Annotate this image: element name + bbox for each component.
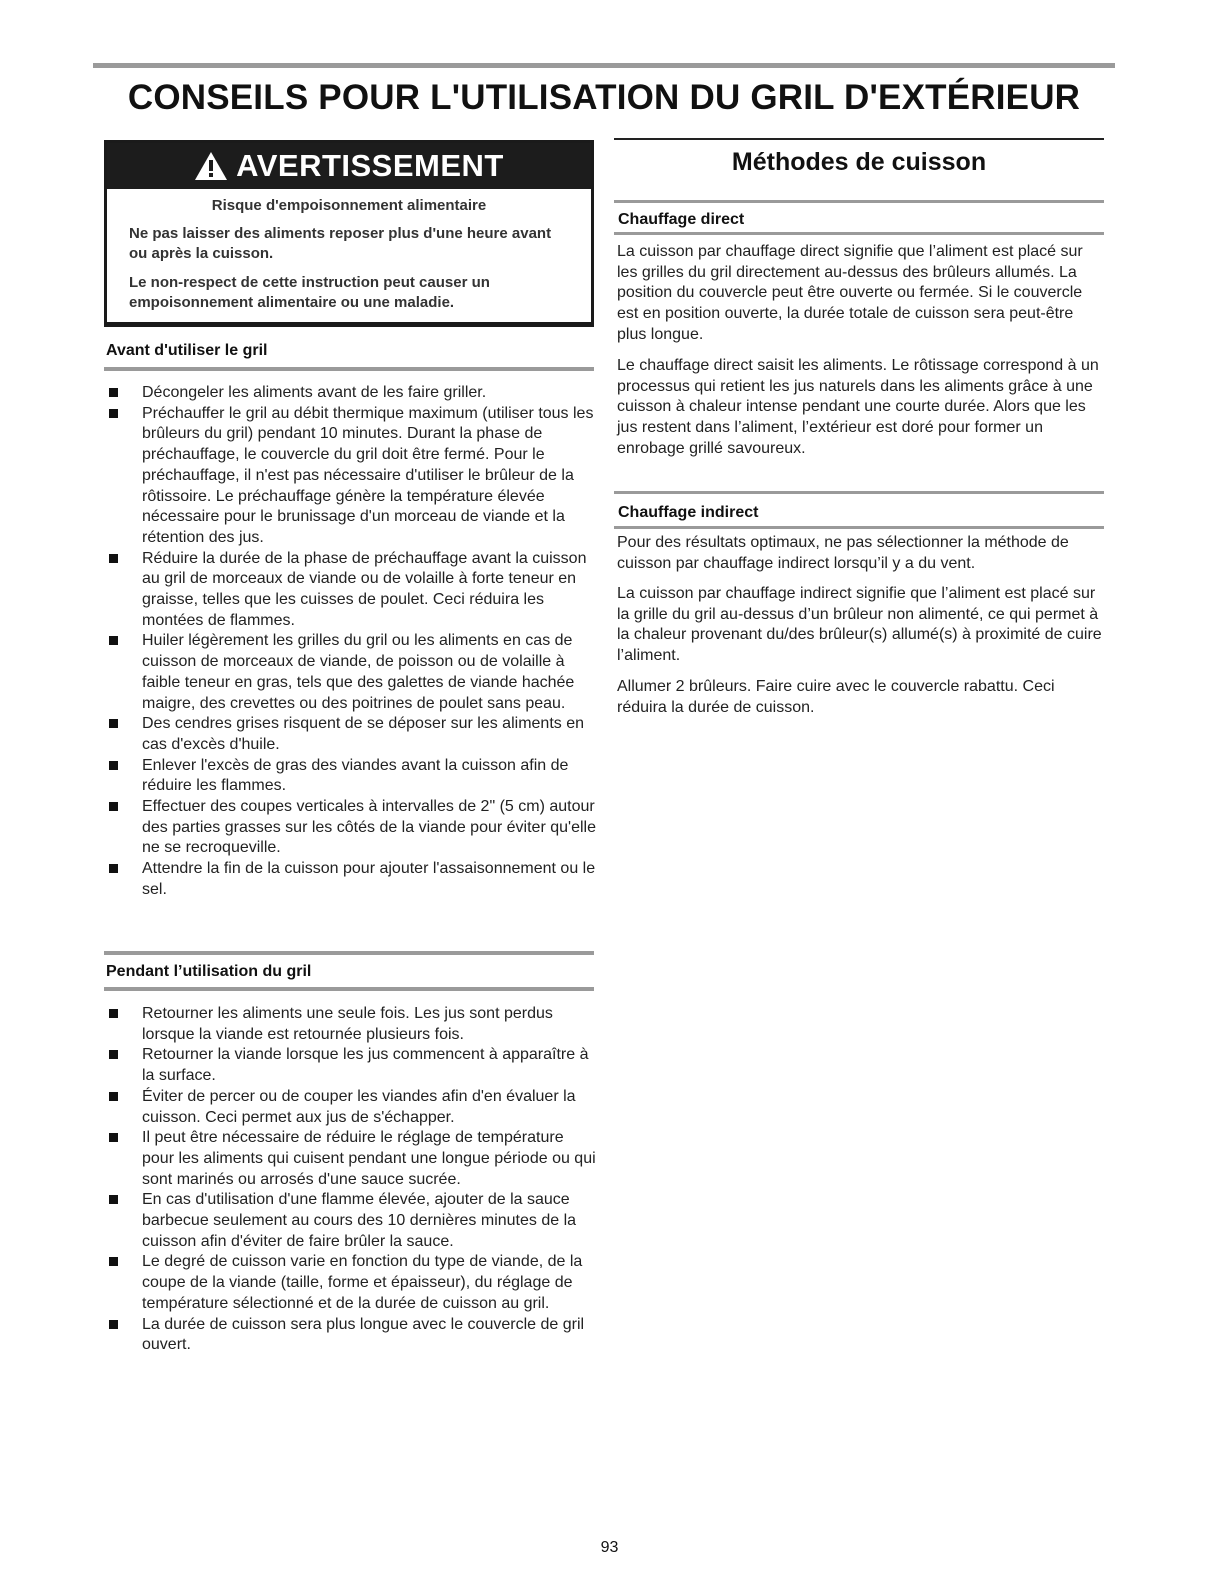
bullet-square-icon [109,388,118,397]
direct-paragraph-1: La cuisson par chauffage direct signifie que l’aliment est placé sur les grilles du gril directement au-dessus des brûleurs allumés. La position du couvercle peut être ouverte ou fermée. Si le couvercle est en position ouverte, la durée totale de cuisson sera peut-être plus longue. [617,243,1083,343]
bullet-square-icon [109,1092,118,1101]
list-item: Huiler légèrement les grilles du gril ou les aliments en cas de cuisson de morceaux de viande, de poisson ou de volaille à faible teneur en gras, tels que des galettes de viande hachée maigre, des crevettes ou des poitrines de poulet sans peau. [104,631,599,714]
list-item: La durée de cuisson sera plus longue avec le couvercle de gril ouvert. [104,1315,599,1356]
during-list [104,1004,599,1356]
page-number: 93 [600,1539,619,1556]
list-item: Retourner les aliments une seule fois. Les jus sont perdus lorsque la viande est retournée plusieurs fois. [104,1004,599,1045]
bullet-square-icon [109,554,118,563]
indirect-paragraph-3: Allumer 2 brûleurs. Faire cuire avec le couvercle rabattu. Ceci réduira la durée de cuisson. [617,678,1055,716]
top-rule [93,63,1115,68]
bullet-square-icon [109,1050,118,1059]
indirect-heading-label: Chauffage indirect [618,504,759,521]
list-item: Retourner la viande lorsque les jus commencent à apparaître à la surface. [104,1045,599,1086]
bullet-square-icon [109,1009,118,1018]
direct-heading-label: Chauffage direct [618,211,745,228]
methods-title: Méthodes de cuisson [731,148,987,176]
list-item: Réduire la durée de la phase de préchauffage avant la cuisson au gril de morceaux de viande ou de volaille à forte teneur en graisse, telles que les cuisses de poulet. Ceci réduira les montées de flammes. [104,549,599,632]
warning-header [107,143,591,189]
bullet-square-icon [109,1257,118,1266]
list-item: Préchauffer le gril au débit thermique maximum (utiliser tous les brûleurs du gril) pendant 10 minutes. Durant la phase de préchauffage, le couvercle du gril doit être fermé. Pour le préchauffage, il n'est pas nécessaire d'utiliser le brûleur de la rôtissoire. Le préchauffage génère la température élevée nécessaire pour le brunissage d'un morceau de viande et la rétention des jus. [104,404,599,549]
before-list [104,383,599,901]
bullet-square-icon [109,409,118,418]
list-item: Attendre la fin de la cuisson pour ajouter l'assaisonnement ou le sel. [104,859,599,900]
direct-heading [614,200,1104,235]
bullet-square-icon [109,719,118,728]
bullet-square-icon [109,1320,118,1329]
list-item: Éviter de percer ou de couper les viandes afin d'en évaluer la cuisson. Ceci permet aux jus de s'échapper. [104,1087,599,1128]
warning-box [104,140,594,327]
indirect-paragraph-2: La cuisson par chauffage indirect signifie que l’aliment est placé sur la grille du gril au-dessus d’un brûleur non alimenté, ce qui permet à la chaleur provenant du/des brûleur(s) allumé(s) à proximité de cuire l’aliment. [617,585,1102,665]
direct-paragraph-2: Le chauffage direct saisit les aliments. Le rôtissage correspond à un processus qui retient les jus naturels dans les aliments grâce à une cuisson à chaleur intense pendant une courte durée. Alors que les jus restent dans l’aliment, l’extérieur est doré pour former un enrobage grillé savoureux. [617,357,1099,457]
warning-line-1: Ne pas laisser des aliments reposer plus d'une heure avant ou après la cuisson. [129,225,552,262]
bullet-square-icon [109,636,118,645]
before-heading-label: Avant d'utiliser le gril [106,342,268,359]
indirect-paragraph-1: Pour des résultats optimaux, ne pas sélectionner la méthode de cuisson par chauffage indirect lorsqu’il y a du vent. [617,534,1069,572]
list-item: Effectuer des coupes verticales à intervalles de 2" (5 cm) autour des parties grasses sur les côtés de la viande pour éviter qu'elle ne se recroqueville. [104,797,599,859]
list-item: Enlever l'excès de gras des viandes avant la cuisson afin de réduire les flammes. [104,756,599,797]
during-heading [104,951,594,991]
list-item: Le degré de cuisson varie en fonction du type de viande, de la coupe de la viande (taille, forme et épaisseur), du réglage de température sélectionné et de la durée de cuisson au gril. [104,1252,599,1314]
bullet-square-icon [109,864,118,873]
bullet-square-icon [109,1133,118,1142]
page-title: CONSEILS POUR L'UTILISATION DU GRIL D'EXTÉRIEUR [127,78,1081,117]
warning-header-label: AVERTISSEMENT [236,148,504,183]
bullet-square-icon [109,1195,118,1204]
warning-subtitle: Risque d'empoisonnement alimentaire [211,197,487,214]
bullet-square-icon [109,761,118,770]
bullet-square-icon [109,802,118,811]
warning-line-2: Le non-respect de cette instruction peut causer un empoisonnement alimentaire ou une maladie. [129,274,490,311]
warning-triangle-icon [194,151,228,181]
indirect-heading [614,491,1104,529]
list-item: Des cendres grises risquent de se déposer sur les aliments en cas d'excès d'huile. [104,714,599,755]
before-heading [104,336,594,371]
during-heading-label: Pendant l’utilisation du gril [106,963,312,980]
list-item: Décongeler les aliments avant de les faire griller. [104,383,599,404]
methods-top-rule [614,138,1104,140]
list-item: Il peut être nécessaire de réduire le réglage de température pour les aliments qui cuisent pendant une longue période ou qui sont marinés ou arrosés d'une sauce sucrée. [104,1128,599,1190]
list-item: En cas d'utilisation d'une flamme élevée, ajouter de la sauce barbecue seulement au cours des 10 dernières minutes de la cuisson afin d'éviter de faire brûler la sauce. [104,1190,599,1252]
